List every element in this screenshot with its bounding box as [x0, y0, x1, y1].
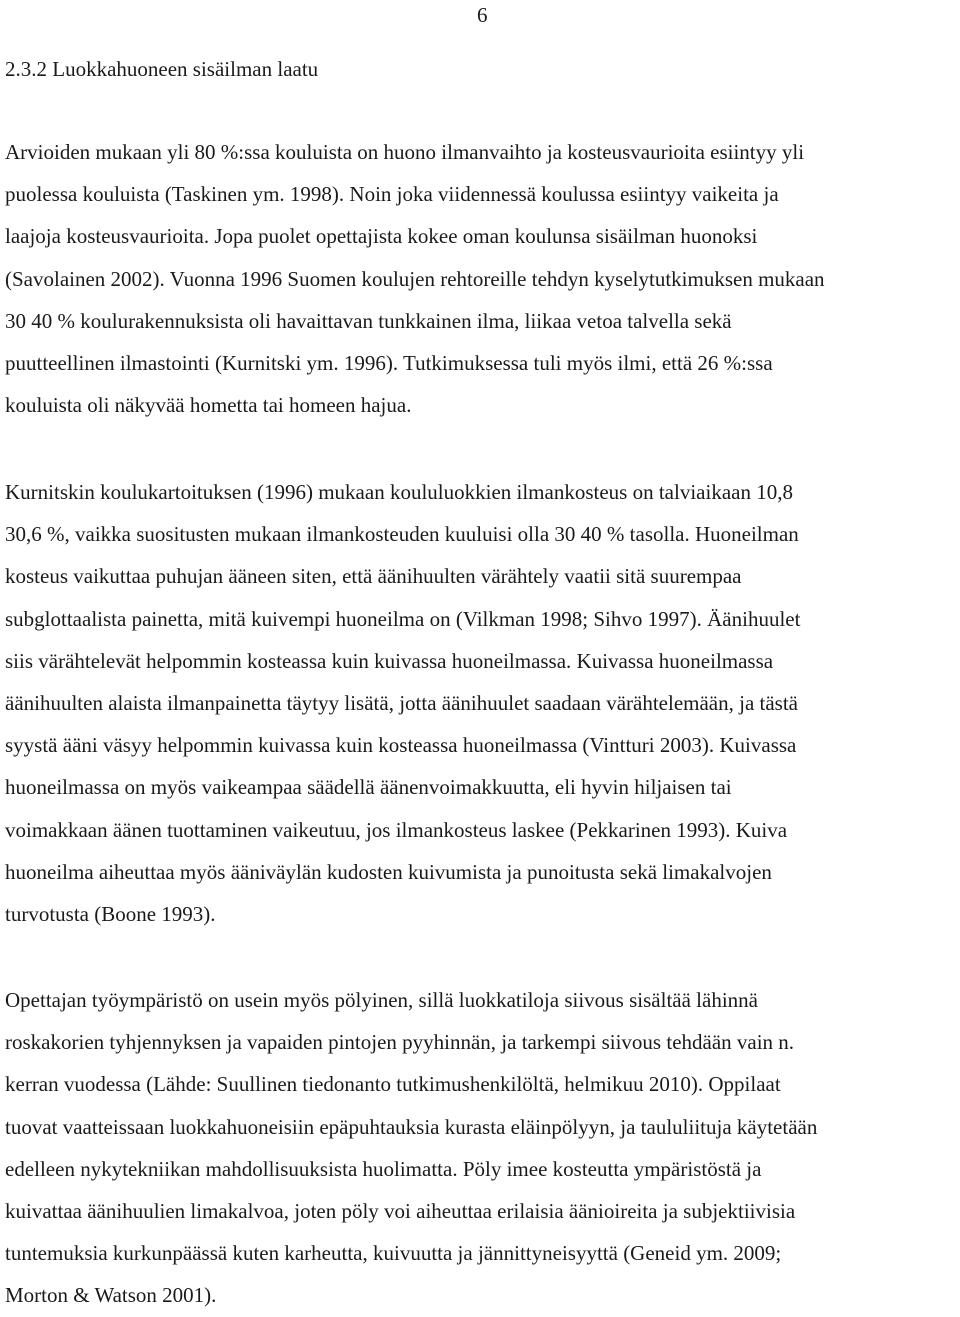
- paragraph-line: roskakorien tyhjennyksen ja vapaiden pintojen pyyhinnän, ja tarkempi siivous tehdään vain n.: [5, 1030, 795, 1055]
- paragraph-line: Arvioiden mukaan yli 80 %:ssa kouluista on huono ilmanvaihto ja kosteusvaurioita esiintyy yli: [5, 140, 805, 164]
- paragraph-line: kerran vuodessa (Lähde: Suullinen tiedonanto tutkimushenkilöltä, helmikuu 2010). Oppilaat: [5, 1072, 781, 1097]
- paragraph-line: edelleen nykytekniikan mahdollisuuksista huolimatta. Pöly imee kosteutta ympäristöstä ja: [5, 1156, 762, 1181]
- paragraph-line: puolessa kouluista (Taskinen ym. 1998). Noin joka viidennessä koulussa esiintyy vaikeita ja: [5, 182, 779, 207]
- paragraph-line: laajoja kosteusvaurioita. Jopa puolet opettajista kokee oman koulunsa sisäilman huonoksi: [5, 224, 758, 249]
- paragraph-line: tuovat vaatteissaan luokkahuoneisiin epäpuhtauksia kurasta eläinpölyyn, ja taululiituja käytetään: [5, 1114, 818, 1139]
- paragraph-line: syystä ääni väsyy helpommin kuivassa kuin kosteassa huoneilmassa (Vintturi 2003). Kuivassa: [5, 733, 797, 758]
- paragraph-line: 30,6 %, vaikka suositusten mukaan ilmankosteuden kuuluisi olla 30 40 % tasolla. Huoneilman: [5, 522, 799, 547]
- page-number: 6: [477, 3, 488, 27]
- paragraph-line: Morton & Watson 2001).: [5, 1283, 217, 1308]
- paragraph-line: Kurnitskin koulukartoituksen (1996) mukaan koululuokkien ilmankosteus on talviaikaan 10,8: [5, 480, 793, 504]
- paragraph-3: [5, 979, 960, 1317]
- paragraph-line: Opettajan työympäristö on usein myös pölyinen, sillä luokkatiloja siivous sisältää lähinnä: [5, 988, 758, 1012]
- paragraph-line: huoneilmassa on myös vaikeampaa säädellä äänenvoimakkuutta, eli hyvin hiljaisen tai: [5, 775, 732, 800]
- paragraph-line: voimakkaan äänen tuottaminen vaikeutuu, jos ilmankosteus laskee (Pekkarinen 1993). Kuiva: [5, 817, 788, 842]
- paragraph-line: subglottaalista painetta, mitä kuivempi huoneilma on (Vilkman 1998; Sihvo 1997). Äänihuulet: [5, 606, 801, 631]
- paragraph-1: [5, 131, 960, 426]
- paragraph-line: tuntemuksia kurkunpäässä kuten karheutta, kuivuutta ja jännittyneisyyttä (Geneid ym. 2009;: [5, 1241, 782, 1266]
- paragraph-line: kuivattaa äänihuulien limakalvoa, joten pöly voi aiheuttaa erilaisia äänioireita ja subjektiivisia: [5, 1199, 796, 1224]
- paragraph-line: turvotusta (Boone 1993).: [5, 902, 216, 927]
- paragraph-line: siis värähtelevät helpommin kosteassa kuin kuivassa huoneilmassa. Kuivassa huoneilmassa: [5, 648, 774, 673]
- paragraph-line: huoneilma aiheuttaa myös ääniväylän kudosten kuivumista ja punoitusta sekä limakalvojen: [5, 859, 772, 884]
- paragraph-line: kouluista oli näkyvää hometta tai homeen hajua.: [5, 393, 412, 418]
- paragraph-line: 30 40 % koulurakennuksista oli havaittavan tunkkainen ilma, liikaa vetoa talvella sekä: [5, 308, 732, 333]
- paragraph-2: [5, 471, 960, 935]
- section-heading: 2.3.2 Luokkahuoneen sisäilman laatu: [5, 57, 319, 81]
- paragraph-line: puutteellinen ilmastointi (Kurnitski ym. 1996). Tutkimuksessa tuli myös ilmi, että 26 %:ssa: [5, 351, 773, 376]
- paragraph-line: äänihuulten alaista ilmanpainetta täytyy lisätä, jotta äänihuulet saadaan värähtelemään, ja tästä: [5, 691, 799, 716]
- paragraph-line: (Savolainen 2002). Vuonna 1996 Suomen koulujen rehtoreille tehdyn kyselytutkimuksen mukaan: [5, 266, 825, 291]
- paragraph-line: kosteus vaikuttaa puhujan ääneen siten, että äänihuulten värähtely vaatii sitä suurempaa: [5, 564, 742, 589]
